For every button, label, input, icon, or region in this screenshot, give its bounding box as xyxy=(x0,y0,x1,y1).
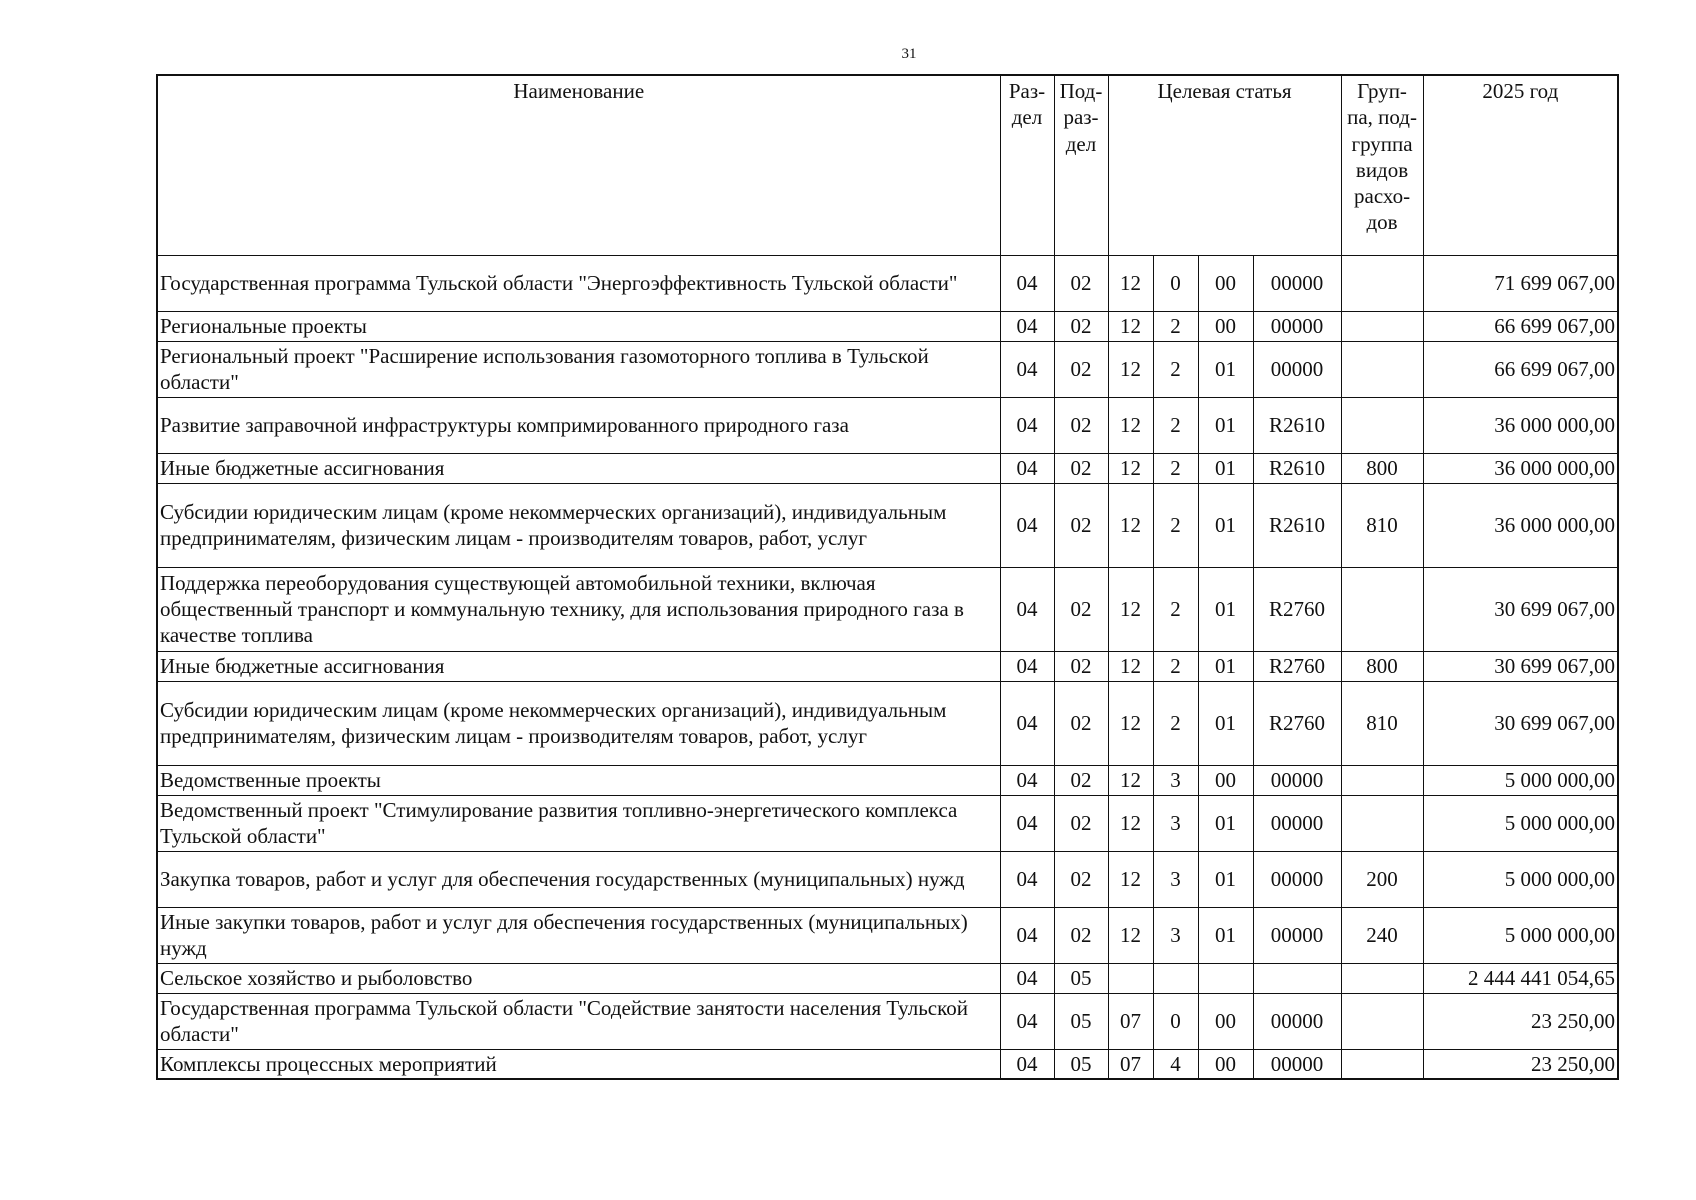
row-amount: 5 000 000,00 xyxy=(1423,851,1618,907)
row-subsection: 02 xyxy=(1054,397,1108,453)
row-name: Иные бюджетные ассигнования xyxy=(157,651,1000,681)
row-name: Ведомственные проекты xyxy=(157,765,1000,795)
row-structure-code: 00 xyxy=(1198,311,1253,341)
row-name: Государственная программа Тульской области "Энергоэффективность Тульской области" xyxy=(157,255,1000,311)
row-structure-code: 01 xyxy=(1198,907,1253,963)
row-structure-code: 01 xyxy=(1198,397,1253,453)
row-structure-code: 01 xyxy=(1198,483,1253,567)
row-subsection: 02 xyxy=(1054,681,1108,765)
header-subsection: Под- раз- дел xyxy=(1054,75,1108,255)
header-section: Раз- дел xyxy=(1000,75,1054,255)
row-type-code: 3 xyxy=(1153,795,1198,851)
table-row xyxy=(157,681,1618,765)
table-row xyxy=(157,651,1618,681)
table-body xyxy=(157,255,1618,1079)
row-direction-code: 00000 xyxy=(1253,907,1341,963)
row-program-code: 12 xyxy=(1108,851,1153,907)
table-row xyxy=(157,1049,1618,1079)
row-type-code: 0 xyxy=(1153,255,1198,311)
row-subsection: 02 xyxy=(1054,255,1108,311)
row-type-code: 3 xyxy=(1153,907,1198,963)
row-program-code: 07 xyxy=(1108,1049,1153,1079)
row-amount: 5 000 000,00 xyxy=(1423,765,1618,795)
row-subsection: 02 xyxy=(1054,795,1108,851)
row-program-code: 12 xyxy=(1108,453,1153,483)
header-expense-group: Груп- па, под- группа видов расхо- дов xyxy=(1341,75,1423,255)
row-type-code: 3 xyxy=(1153,765,1198,795)
row-expense-group xyxy=(1341,765,1423,795)
row-structure-code: 01 xyxy=(1198,851,1253,907)
row-amount: 5 000 000,00 xyxy=(1423,795,1618,851)
row-section: 04 xyxy=(1000,341,1054,397)
row-structure-code xyxy=(1198,963,1253,993)
row-section: 04 xyxy=(1000,907,1054,963)
row-name: Иные закупки товаров, работ и услуг для обеспечения государственных (муниципальных) нужд xyxy=(157,907,1000,963)
row-amount: 66 699 067,00 xyxy=(1423,341,1618,397)
row-structure-code: 01 xyxy=(1198,651,1253,681)
row-type-code: 2 xyxy=(1153,681,1198,765)
row-name: Иные бюджетные ассигнования xyxy=(157,453,1000,483)
row-expense-group: 200 xyxy=(1341,851,1423,907)
header-target-article: Целевая статья xyxy=(1108,75,1341,255)
header-name: Наименование xyxy=(157,75,1000,255)
row-section: 04 xyxy=(1000,453,1054,483)
row-subsection: 02 xyxy=(1054,765,1108,795)
table-row xyxy=(157,993,1618,1049)
row-structure-code: 00 xyxy=(1198,765,1253,795)
row-program-code: 12 xyxy=(1108,311,1153,341)
row-amount: 36 000 000,00 xyxy=(1423,453,1618,483)
row-subsection: 05 xyxy=(1054,1049,1108,1079)
table-row xyxy=(157,907,1618,963)
row-section: 04 xyxy=(1000,397,1054,453)
row-expense-group: 240 xyxy=(1341,907,1423,963)
row-expense-group xyxy=(1341,397,1423,453)
table-row xyxy=(157,963,1618,993)
row-program-code xyxy=(1108,963,1153,993)
row-subsection: 02 xyxy=(1054,311,1108,341)
row-amount: 66 699 067,00 xyxy=(1423,311,1618,341)
row-expense-group: 800 xyxy=(1341,651,1423,681)
table-row xyxy=(157,341,1618,397)
row-expense-group: 810 xyxy=(1341,483,1423,567)
row-subsection: 05 xyxy=(1054,963,1108,993)
row-amount: 36 000 000,00 xyxy=(1423,397,1618,453)
row-program-code: 12 xyxy=(1108,651,1153,681)
row-expense-group xyxy=(1341,963,1423,993)
row-section: 04 xyxy=(1000,963,1054,993)
row-amount: 5 000 000,00 xyxy=(1423,907,1618,963)
row-amount: 23 250,00 xyxy=(1423,1049,1618,1079)
row-expense-group: 810 xyxy=(1341,681,1423,765)
row-amount: 2 444 441 054,65 xyxy=(1423,963,1618,993)
row-program-code: 12 xyxy=(1108,397,1153,453)
row-structure-code: 01 xyxy=(1198,681,1253,765)
row-type-code: 2 xyxy=(1153,567,1198,651)
row-structure-code: 00 xyxy=(1198,255,1253,311)
row-expense-group xyxy=(1341,567,1423,651)
row-amount: 30 699 067,00 xyxy=(1423,681,1618,765)
row-program-code: 12 xyxy=(1108,255,1153,311)
row-structure-code: 00 xyxy=(1198,993,1253,1049)
row-type-code: 2 xyxy=(1153,483,1198,567)
row-section: 04 xyxy=(1000,795,1054,851)
row-name: Государственная программа Тульской области "Содействие занятости населения Тульской области" xyxy=(157,993,1000,1049)
row-expense-group: 800 xyxy=(1341,453,1423,483)
row-program-code: 12 xyxy=(1108,907,1153,963)
row-expense-group xyxy=(1341,1049,1423,1079)
row-structure-code: 01 xyxy=(1198,567,1253,651)
row-type-code: 2 xyxy=(1153,397,1198,453)
row-type-code: 0 xyxy=(1153,993,1198,1049)
row-program-code: 07 xyxy=(1108,993,1153,1049)
row-direction-code: R2760 xyxy=(1253,651,1341,681)
row-type-code: 2 xyxy=(1153,341,1198,397)
row-name: Субсидии юридическим лицам (кроме некоммерческих организаций), индивидуальным предпринимателям, физическим лицам - производителям товаров, работ, услуг xyxy=(157,681,1000,765)
table-row xyxy=(157,255,1618,311)
row-direction-code: 00000 xyxy=(1253,311,1341,341)
row-structure-code: 01 xyxy=(1198,341,1253,397)
table-row xyxy=(157,453,1618,483)
row-program-code: 12 xyxy=(1108,795,1153,851)
row-program-code: 12 xyxy=(1108,681,1153,765)
row-subsection: 02 xyxy=(1054,483,1108,567)
row-type-code: 4 xyxy=(1153,1049,1198,1079)
table-row xyxy=(157,765,1618,795)
row-direction-code: R2610 xyxy=(1253,397,1341,453)
row-section: 04 xyxy=(1000,651,1054,681)
row-expense-group xyxy=(1341,993,1423,1049)
row-direction-code xyxy=(1253,963,1341,993)
row-expense-group xyxy=(1341,795,1423,851)
row-direction-code: 00000 xyxy=(1253,795,1341,851)
row-subsection: 02 xyxy=(1054,851,1108,907)
row-section: 04 xyxy=(1000,681,1054,765)
row-name: Ведомственный проект "Стимулирование развития топливно-энергетического комплекса Тульской области" xyxy=(157,795,1000,851)
row-type-code: 2 xyxy=(1153,311,1198,341)
row-section: 04 xyxy=(1000,851,1054,907)
row-section: 04 xyxy=(1000,255,1054,311)
table-row xyxy=(157,851,1618,907)
row-section: 04 xyxy=(1000,567,1054,651)
row-section: 04 xyxy=(1000,765,1054,795)
row-direction-code: 00000 xyxy=(1253,1049,1341,1079)
row-program-code: 12 xyxy=(1108,567,1153,651)
row-name: Региональный проект "Расширение использования газомоторного топлива в Тульской области" xyxy=(157,341,1000,397)
row-program-code: 12 xyxy=(1108,341,1153,397)
row-direction-code: R2760 xyxy=(1253,567,1341,651)
row-amount: 23 250,00 xyxy=(1423,993,1618,1049)
table-row xyxy=(157,483,1618,567)
row-type-code: 2 xyxy=(1153,453,1198,483)
row-name: Региональные проекты xyxy=(157,311,1000,341)
table-row xyxy=(157,795,1618,851)
row-name: Поддержка переоборудования существующей автомобильной техники, включая общественный транспорт и коммунальную технику, для использования природного газа в качестве топлива xyxy=(157,567,1000,651)
budget-table xyxy=(156,74,1619,1080)
table-row xyxy=(157,397,1618,453)
row-structure-code: 01 xyxy=(1198,795,1253,851)
row-subsection: 05 xyxy=(1054,993,1108,1049)
table-row xyxy=(157,311,1618,341)
row-name: Закупка товаров, работ и услуг для обеспечения государственных (муниципальных) нужд xyxy=(157,851,1000,907)
table-row xyxy=(157,567,1618,651)
row-subsection: 02 xyxy=(1054,651,1108,681)
page-number: 31 xyxy=(901,46,917,62)
row-direction-code: 00000 xyxy=(1253,851,1341,907)
row-type-code: 3 xyxy=(1153,851,1198,907)
row-expense-group xyxy=(1341,311,1423,341)
row-name: Развитие заправочной инфраструктуры компримированного природного газа xyxy=(157,397,1000,453)
row-direction-code: R2610 xyxy=(1253,483,1341,567)
row-direction-code: R2760 xyxy=(1253,681,1341,765)
row-type-code: 2 xyxy=(1153,651,1198,681)
row-name: Субсидии юридическим лицам (кроме некоммерческих организаций), индивидуальным предпринимателям, физическим лицам - производителям товаров, работ, услуг xyxy=(157,483,1000,567)
row-amount: 30 699 067,00 xyxy=(1423,651,1618,681)
row-amount: 36 000 000,00 xyxy=(1423,483,1618,567)
row-subsection: 02 xyxy=(1054,341,1108,397)
row-direction-code: 00000 xyxy=(1253,993,1341,1049)
row-name: Комплексы процессных мероприятий xyxy=(157,1049,1000,1079)
header-year: 2025 год xyxy=(1423,75,1618,255)
row-structure-code: 00 xyxy=(1198,1049,1253,1079)
row-subsection: 02 xyxy=(1054,907,1108,963)
row-amount: 30 699 067,00 xyxy=(1423,567,1618,651)
row-program-code: 12 xyxy=(1108,765,1153,795)
row-section: 04 xyxy=(1000,1049,1054,1079)
row-direction-code: 00000 xyxy=(1253,255,1341,311)
row-type-code xyxy=(1153,963,1198,993)
row-structure-code: 01 xyxy=(1198,453,1253,483)
row-direction-code: 00000 xyxy=(1253,765,1341,795)
row-section: 04 xyxy=(1000,483,1054,567)
row-expense-group xyxy=(1341,341,1423,397)
row-direction-code: 00000 xyxy=(1253,341,1341,397)
row-subsection: 02 xyxy=(1054,567,1108,651)
table-header-row xyxy=(157,75,1618,255)
row-direction-code: R2610 xyxy=(1253,453,1341,483)
row-name: Сельское хозяйство и рыболовство xyxy=(157,963,1000,993)
row-program-code: 12 xyxy=(1108,483,1153,567)
row-expense-group xyxy=(1341,255,1423,311)
row-section: 04 xyxy=(1000,311,1054,341)
row-subsection: 02 xyxy=(1054,453,1108,483)
row-section: 04 xyxy=(1000,993,1054,1049)
row-amount: 71 699 067,00 xyxy=(1423,255,1618,311)
